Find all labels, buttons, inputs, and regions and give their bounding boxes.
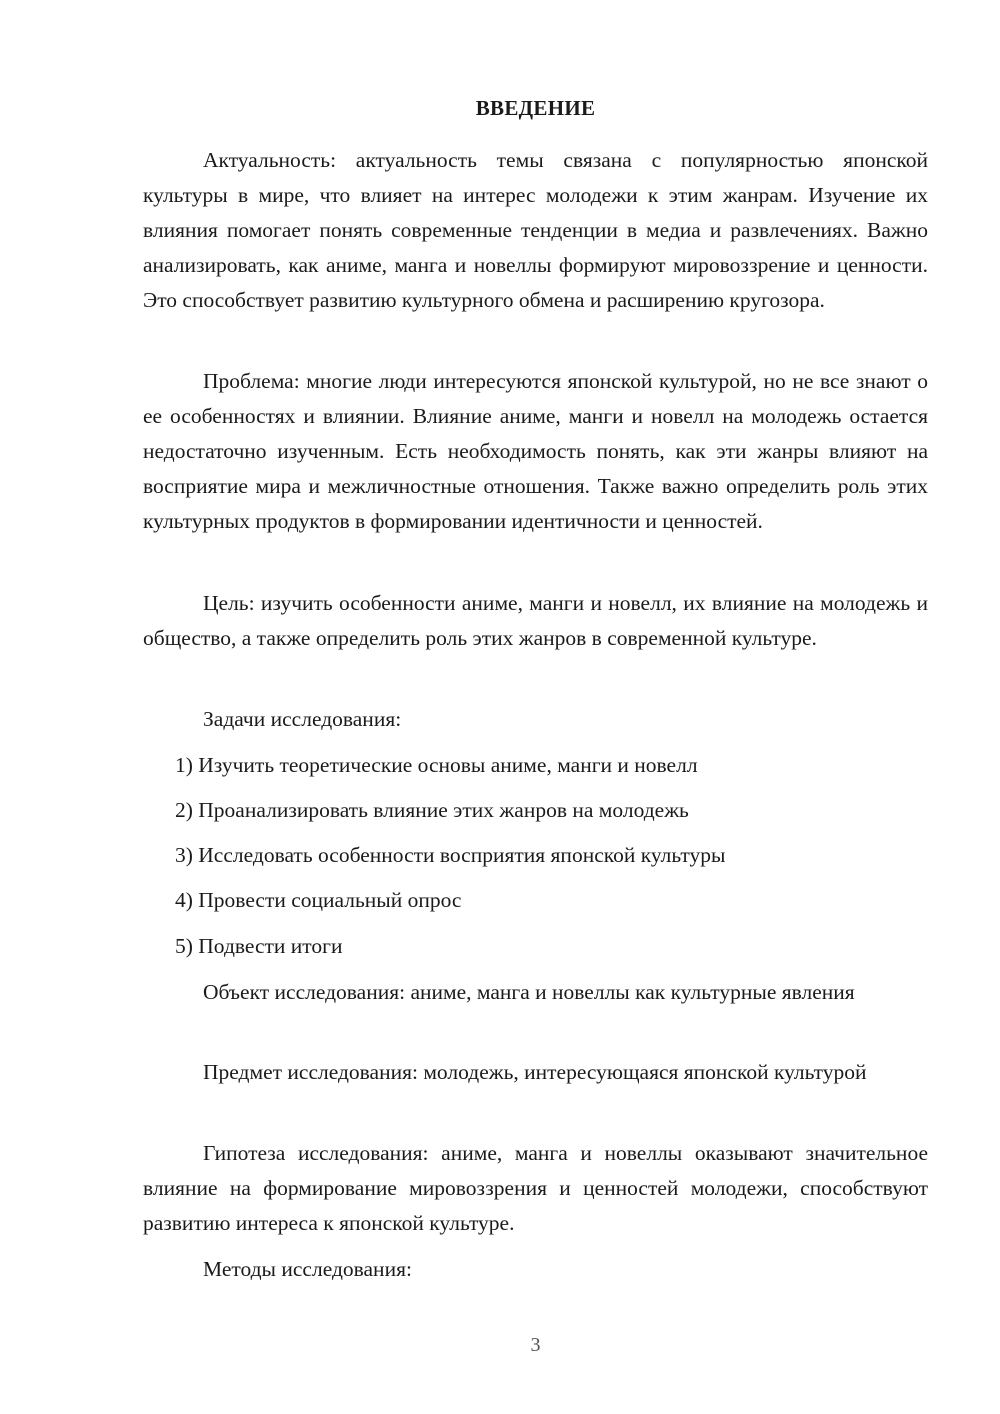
object-paragraph: Объект исследования: аниме, манга и новеллы как культурные явления xyxy=(203,980,855,1004)
tasks-heading: Задачи исследования: xyxy=(203,707,402,731)
goal-paragraph: Цель: изучить особенности аниме, манги и новелл, их влияние на молодежь и общество, а также определить роль этих жанров в современной культуре. xyxy=(143,591,928,650)
task-item: 5) Подвести итоги xyxy=(175,934,343,958)
task-item: 3) Исследовать особенности восприятия японской культуры xyxy=(175,843,726,867)
page-number: 3 xyxy=(530,1334,541,1356)
methods-heading: Методы исследования: xyxy=(203,1257,412,1281)
problem-paragraph: Проблема: многие люди интересуются японской культурой, но не все знают о ее особенностях и влиянии. Влияние аниме, манги и новелл на молодежь остается недостаточно изученным. Есть необходимость понять, как эти жанры влияют на восприятие мира и межличностные отношения. Также важно определить роль этих культурных продуктов в формировании идентичности и ценностей. xyxy=(143,369,928,533)
task-item: 2) Проанализировать влияние этих жанров на молодежь xyxy=(175,798,689,822)
hypothesis-paragraph: Гипотеза исследования: аниме, манга и новеллы оказывают значительное влияние на формирование мировоззрения и ценностей молодежи, способствуют развитию интереса к японской культуре. xyxy=(143,1141,928,1235)
task-item: 4) Провести социальный опрос xyxy=(175,888,462,912)
section-title: ВВЕДЕНИЕ xyxy=(475,96,596,120)
subject-paragraph: Предмет исследования: молодежь, интересующаяся японской культурой xyxy=(203,1060,867,1084)
task-item: 1) Изучить теоретические основы аниме, манги и новелл xyxy=(175,753,698,777)
relevance-paragraph: Актуальность: актуальность темы связана с популярностью японской культуры в мире, что влияет на интерес молодежи к этим жанрам. Изучение их влияния помогает понять современные тенденции в медиа и развлечениях. Важно анализировать, как аниме, манга и новеллы формируют мировоззрение и ценности. Это способствует развитию культурного обмена и расширению кругозора. xyxy=(143,148,928,312)
